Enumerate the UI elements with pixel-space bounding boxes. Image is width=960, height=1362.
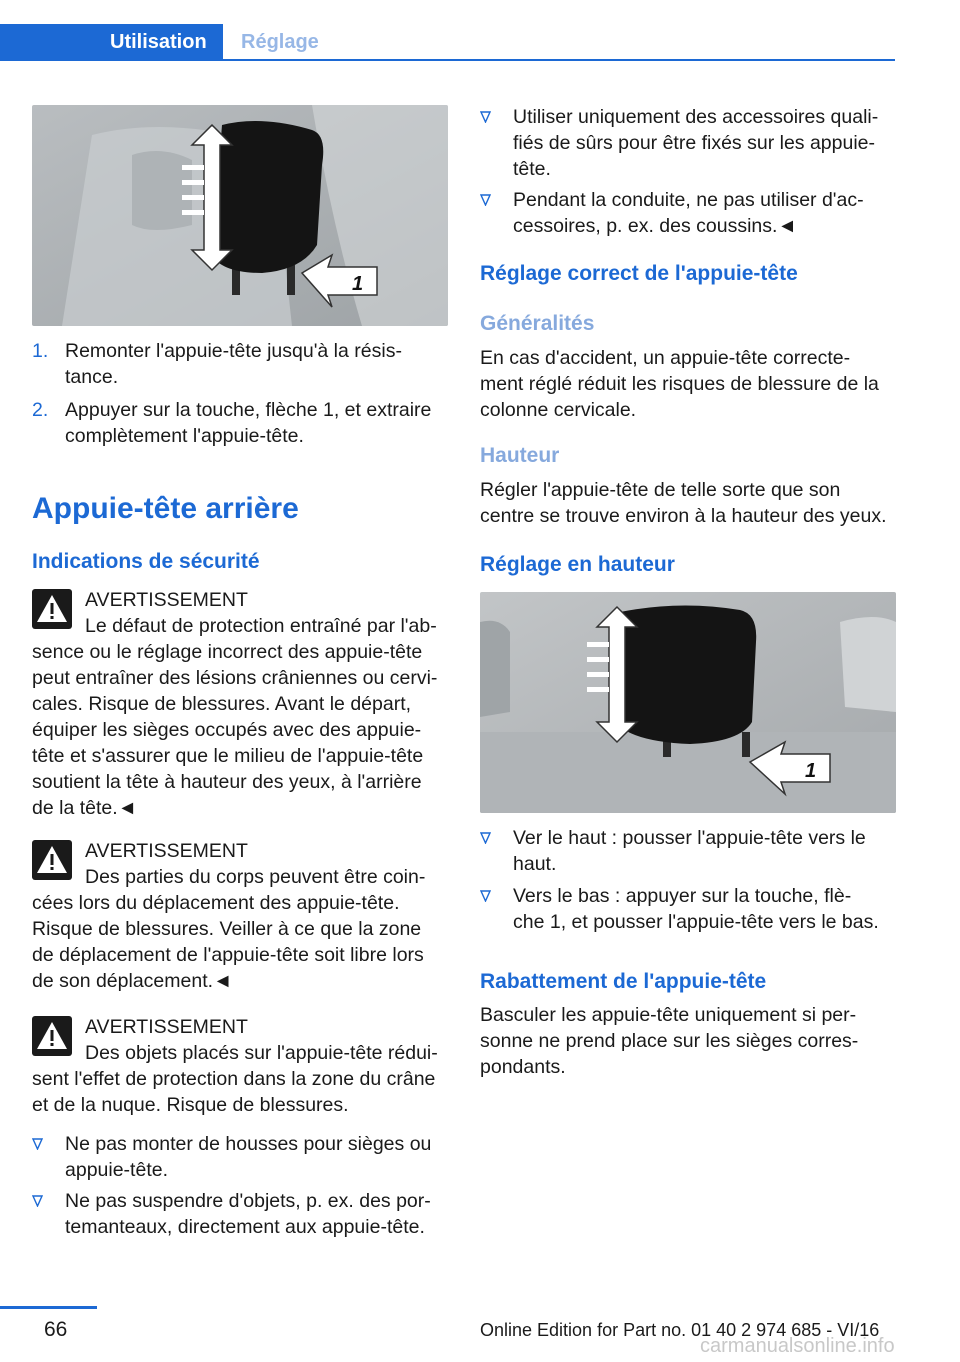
warning-line: et de la nuque. Risque de blessures. — [32, 1094, 349, 1116]
fold-title: Rabattement de l'appuie-tête — [480, 970, 767, 993]
warning-line: sence ou le réglage incorrect des appuie-tête — [32, 641, 423, 663]
bullet-line: cessoires, p. ex. des coussins.◄ — [513, 215, 797, 237]
warning-line: soutient la tête à hauteur des yeux, à l'arrière — [32, 771, 422, 793]
warning-line: de son déplacement.◄ — [32, 970, 233, 992]
height-adjust-title: Réglage en hauteur — [480, 553, 675, 576]
tab-reglage[interactable]: Réglage — [241, 31, 319, 53]
bullet-line: fiés de sûrs pour être fixés sur les appuie- — [513, 132, 876, 154]
safety-title: Indications de sécurité — [32, 550, 260, 573]
warning-icon — [32, 840, 72, 880]
step-text: Remonter l'appuie-tête jusqu'à la résis- — [65, 340, 402, 362]
edition-text: Online Edition for Part no. 01 40 2 974 685 - VI/16 — [480, 1320, 880, 1340]
warning-icon — [32, 1016, 72, 1056]
warning-line: Des parties du corps peuvent être coin- — [85, 866, 426, 888]
watermark: carmanualsonline.info — [700, 1335, 895, 1357]
warning-line: peut entraîner des lésions crâniennes ou cervi- — [32, 667, 438, 689]
bullet-line: Ne pas monter de housses pour sièges ou — [65, 1133, 432, 1155]
bullet-line: haut. — [513, 853, 557, 875]
triangle-bullet-icon — [480, 832, 491, 844]
warning-line: Le défaut de protection entraîné par l'ab- — [85, 615, 437, 637]
paragraph-line: colonne cervicale. — [480, 399, 637, 421]
paragraph-line: sonne ne prend place sur les sièges corres- — [480, 1030, 859, 1052]
paragraph-line: ment réglé réduit les risques de blessure de la — [480, 373, 879, 395]
paragraph-line: Basculer les appuie-tête uniquement si per- — [480, 1004, 857, 1026]
fold-paragraph — [480, 1002, 900, 1080]
bullet-line: appuie-tête. — [65, 1159, 168, 1181]
paragraph-line: En cas d'accident, un appuie-tête correcte- — [480, 347, 851, 369]
warning-title: AVERTISSEMENT — [85, 1016, 248, 1038]
section-title: Appuie-tête arrière — [32, 492, 299, 525]
warning-line: cées lors du déplacement des appuie-tête. — [32, 892, 400, 914]
front-figure-label: 1 — [352, 273, 364, 295]
triangle-bullet-icon — [32, 1138, 43, 1150]
step-text: complètement l'appuie-tête. — [65, 425, 304, 447]
step-number: 2. — [32, 399, 49, 421]
bullet-line: Ver le haut : pousser l'appuie-tête vers le — [513, 827, 866, 849]
warning-line: tête et s'assurer que le milieu de l'appuie-tête — [32, 745, 424, 767]
correct-adjustment-title: Réglage correct de l'appuie-tête — [480, 262, 798, 285]
triangle-bullet-icon — [32, 1195, 43, 1207]
tab-utilisation[interactable]: Utilisation — [0, 24, 223, 61]
general-title: Généralités — [480, 312, 595, 335]
step-number: 1. — [32, 340, 49, 362]
warning-line: sent l'effet de protection dans la zone du crâne — [32, 1068, 436, 1090]
rear-headrest-figure — [480, 592, 896, 813]
height-paragraph — [480, 477, 900, 529]
bullet-line: Utiliser uniquement des accessoires quali- — [513, 106, 879, 128]
warning-icon — [32, 589, 72, 629]
step-text: tance. — [65, 366, 119, 388]
paragraph-line: Régler l'appuie-tête de telle sorte que son — [480, 479, 841, 501]
general-paragraph — [480, 345, 900, 423]
rear-figure-label: 1 — [805, 760, 817, 782]
page-number: 66 — [44, 1318, 68, 1341]
footer-rule — [0, 1306, 97, 1309]
front-headrest-figure — [32, 105, 448, 326]
warning-line: équiper les sièges occupés avec des appuie- — [32, 719, 422, 741]
step-text: Appuyer sur la touche, flèche 1, et extraire — [65, 399, 432, 421]
warning-title: AVERTISSEMENT — [85, 589, 248, 611]
paragraph-line: centre se trouve environ à la hauteur des yeux. — [480, 505, 887, 527]
warning-line: Risque de blessures. Veiller à ce que la zone — [32, 918, 422, 940]
warning-line: cales. Risque de blessures. Avant le départ, — [32, 693, 412, 715]
warning-line: de la tête.◄ — [32, 797, 137, 819]
bullet-line: Vers le bas : appuyer sur la touche, flè- — [513, 885, 852, 907]
paragraph-line: pondants. — [480, 1056, 566, 1078]
bullet-line: temanteaux, directement aux appuie-tête. — [65, 1216, 425, 1238]
height-title: Hauteur — [480, 444, 560, 467]
triangle-bullet-icon — [480, 890, 491, 902]
triangle-bullet-icon — [480, 194, 491, 206]
bullet-line: che 1, et pousser l'appuie-tête vers le bas. — [513, 911, 879, 933]
header-tabbar — [0, 24, 895, 61]
bullet-line: Ne pas suspendre d'objets, p. ex. des por- — [65, 1190, 431, 1212]
warning-title: AVERTISSEMENT — [85, 840, 248, 862]
bullet-line: tête. — [513, 158, 551, 180]
warning-line: de déplacement de l'appuie-tête soit libre lors — [32, 944, 424, 966]
triangle-bullet-icon — [480, 111, 491, 123]
warning-line: Des objets placés sur l'appuie-tête rédui- — [85, 1042, 438, 1064]
bullet-line: Pendant la conduite, ne pas utiliser d'ac- — [513, 189, 864, 211]
